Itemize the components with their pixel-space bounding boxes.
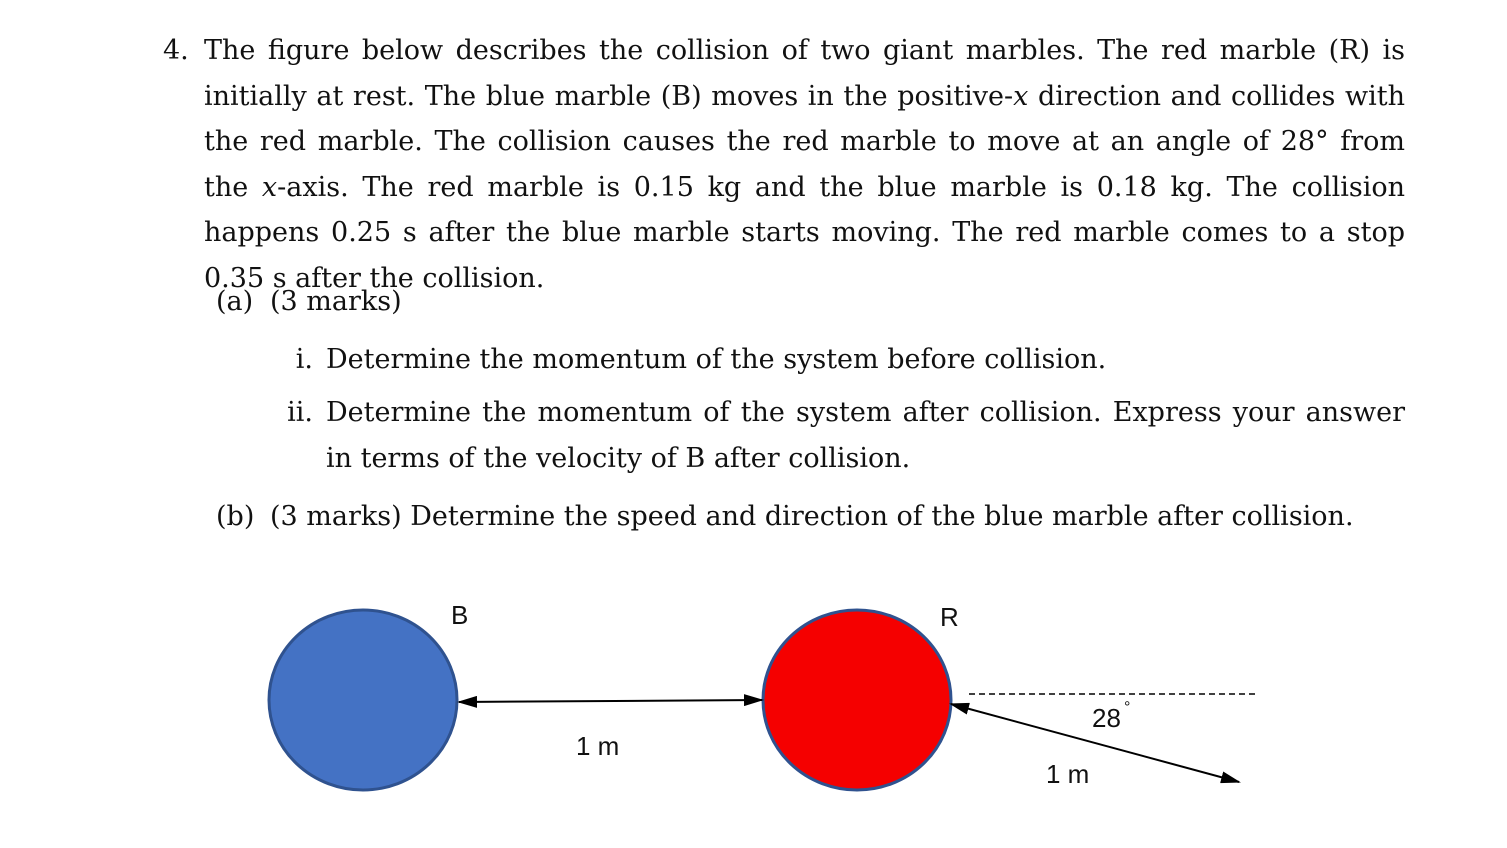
question-number: 4.	[163, 35, 189, 66]
angle-label: 28	[1092, 703, 1121, 733]
red-marble-label: R	[940, 602, 959, 632]
question-intro: The figure below describes the collision of two giant marbles. The red marble (R) is initially at rest. The blue marble (B) moves in the positive-𝑥 direction and collides with the red marble. The collision causes the red marble to move at an angle of 28° from the 𝑥-axis. The red marble is 0.15 kg and the blue marble is 0.18 kg. The collision happens 0.25 s after the blue marble starts moving. The red marble comes to a stop 0.35 s after the collision.	[204, 35, 1405, 294]
red-marble	[763, 610, 951, 790]
part-b-label: (b)	[216, 501, 255, 532]
part-b-text: (3 marks) Determine the speed and direction of the blue marble after collision.	[270, 501, 1354, 532]
red-path-label: 1 m	[1046, 759, 1090, 789]
part-a-label: (a)	[216, 286, 254, 317]
part-a-i-text: Determine the momentum of the system before collision.	[326, 344, 1107, 375]
part-a-ii-text: Determine the momentum of the system after collision. Express your answer in terms of the velocity of B after collision.	[326, 397, 1405, 474]
distance-label: 1 m	[576, 731, 620, 761]
angle-degree-symbol: °	[1124, 699, 1131, 716]
collision-diagram	[0, 560, 1507, 844]
part-a-i-label: i.	[295, 344, 313, 375]
blue-marble	[269, 610, 457, 790]
blue-marble-label: B	[451, 600, 469, 630]
part-a-ii-label: ii.	[287, 397, 313, 428]
part-a-marks: (3 marks)	[270, 286, 402, 317]
distance-arrow	[459, 700, 762, 702]
collision-figure	[0, 560, 1507, 844]
